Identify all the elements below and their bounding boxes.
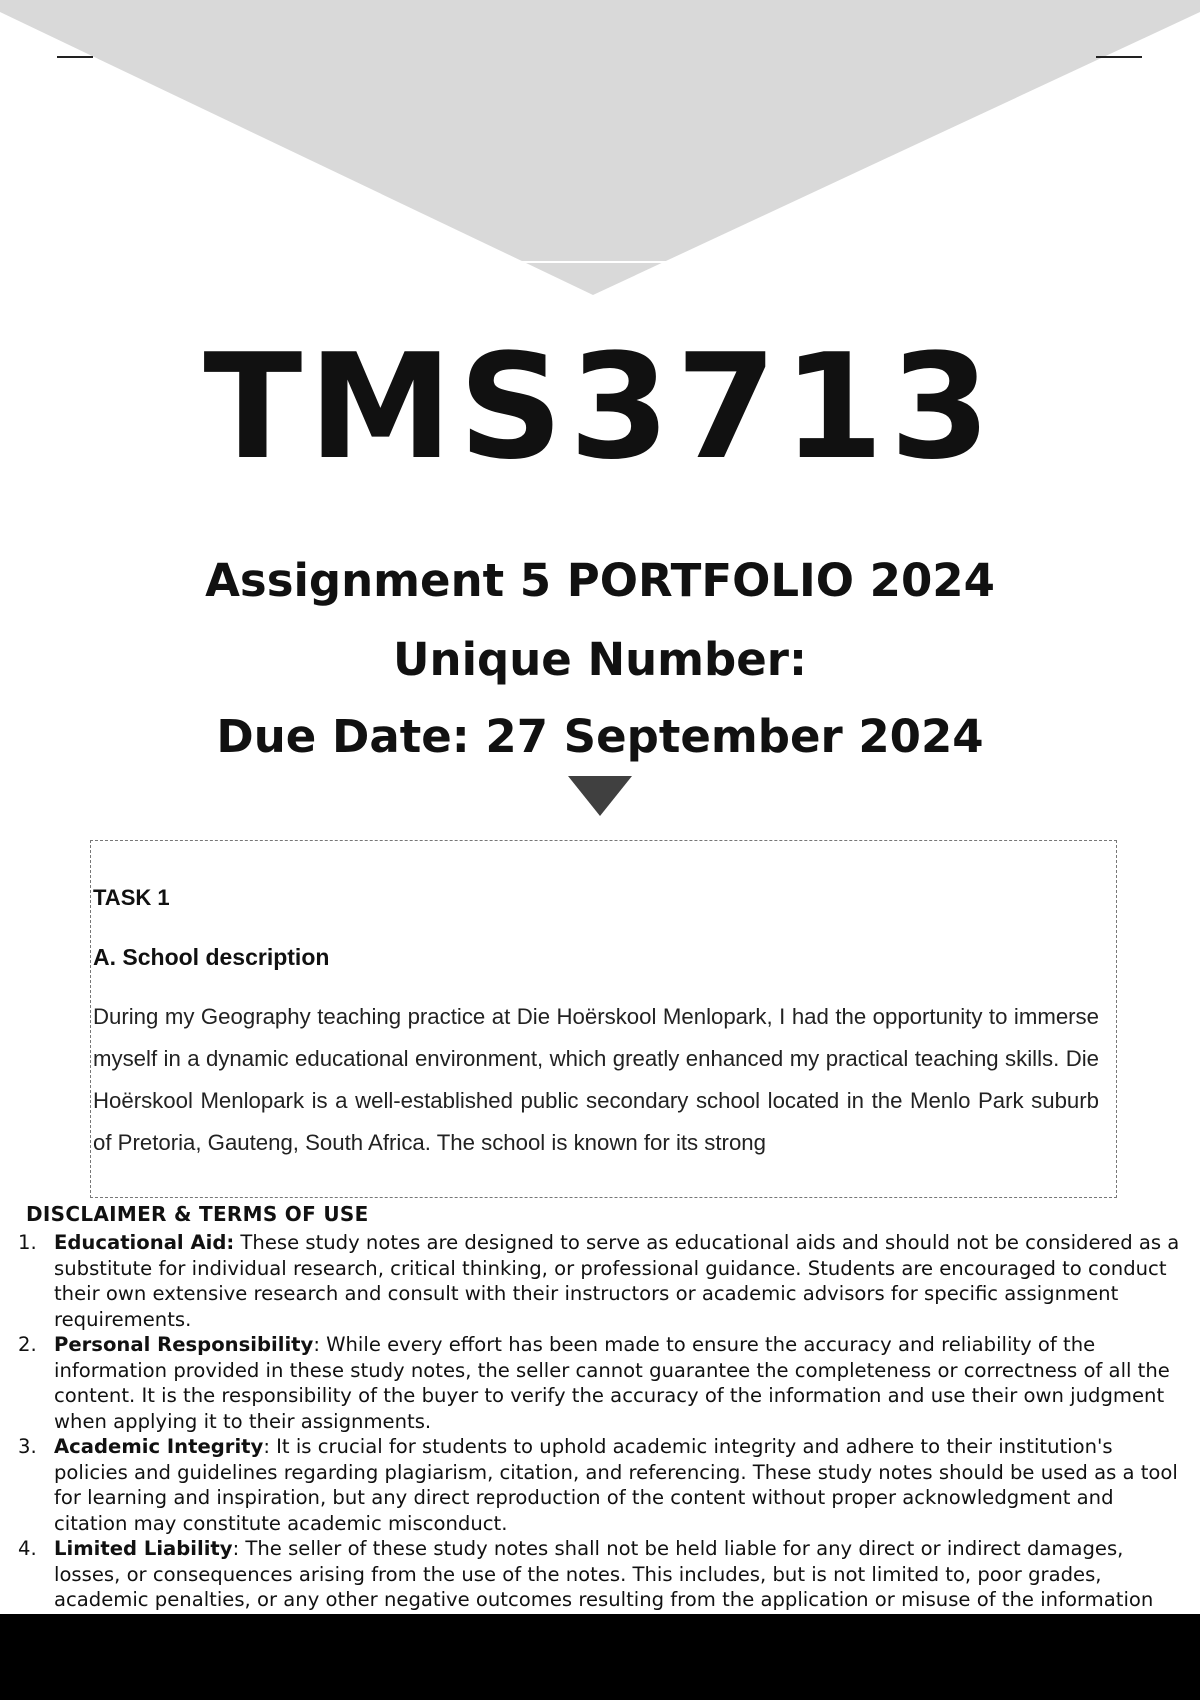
disclaimer-item-label: Personal Responsibility xyxy=(54,1333,314,1356)
disclaimer-list xyxy=(0,1230,1200,1613)
disclaimer-item xyxy=(0,1230,1200,1332)
section-heading: A. School description xyxy=(93,944,330,970)
disclaimer-item-text: These study notes are designed to serve as educational aids and should not be considered as a substitute for individual research, critical thinking, or professional guidance. Students are encouraged to conduct their own extensive research and consult with their instructors or academic advisors for specific assignment requirements. xyxy=(54,1231,1180,1331)
corner-rule-right xyxy=(1096,56,1142,58)
disclaimer-item-label: Limited Liability xyxy=(54,1537,233,1560)
disclaimer-item-number: 4. xyxy=(18,1537,37,1560)
course-code-title: TMS3713 xyxy=(203,323,997,492)
banner-chevron xyxy=(0,0,1200,295)
corner-rule-left xyxy=(57,56,93,58)
document-preview xyxy=(90,840,1117,1198)
disclaimer-item-text: : It is crucial for students to uphold academic integrity and adhere to their institution's policies and guidelines regarding plagiarism, citation, and referencing. These study notes should be used as a tool for learning and inspiration, but any direct reproduction of the content without proper acknowledgment and citation may constitute academic misconduct. xyxy=(54,1435,1178,1535)
disclaimer-item xyxy=(0,1434,1200,1536)
assignment-title: Assignment 5 PORTFOLIO 2024 xyxy=(205,554,995,607)
bottom-bar xyxy=(0,1614,1200,1700)
disclaimer-item-label: Educational Aid: xyxy=(54,1231,235,1254)
disclaimer-item-label: Academic Integrity xyxy=(54,1435,264,1458)
disclaimer-item-number: 3. xyxy=(18,1435,37,1458)
task-heading: TASK 1 xyxy=(93,885,170,910)
disclaimer-item xyxy=(0,1332,1200,1434)
disclaimer-title: DISCLAIMER & TERMS OF USE xyxy=(26,1202,369,1226)
down-arrow-icon xyxy=(568,776,632,816)
due-date-label: Due Date: 27 September 2024 xyxy=(216,710,984,763)
unique-number-label: Unique Number: xyxy=(393,633,807,686)
disclaimer-item-text: : While every effort has been made to ensure the accuracy and reliability of the information provided in these study notes, the seller cannot guarantee the completeness or correctness of all the content. It is the responsibility of the buyer to verify the accuracy of the information and use their own judgment when applying it to their assignments. xyxy=(54,1333,1170,1433)
preview-paragraph: During my Geography teaching practice at Die Hoërskool Menlopark, I had the opportunity to immerse myself in a dynamic educational environment, which greatly enhanced my practical teaching skills. Die Hoërskool Menlopark is a well-established public secondary school located in the Menlo Park suburb of Pretoria, Gauteng, South Africa. The school is known for its strong xyxy=(93,1004,1099,1155)
disclaimer-item xyxy=(0,1536,1200,1613)
header-banner xyxy=(0,0,1200,300)
disclaimer-item-text: : The seller of these study notes shall not be held liable for any direct or indirect damages, losses, or consequences arising from the use of the notes. This includes, but is not limited to, poor grades, academic penalties, or any other negative outcomes resulting from the application or misuse of the information xyxy=(54,1537,1154,1611)
disclaimer-item-number: 1. xyxy=(18,1231,37,1254)
disclaimer-item-number: 2. xyxy=(18,1333,37,1356)
